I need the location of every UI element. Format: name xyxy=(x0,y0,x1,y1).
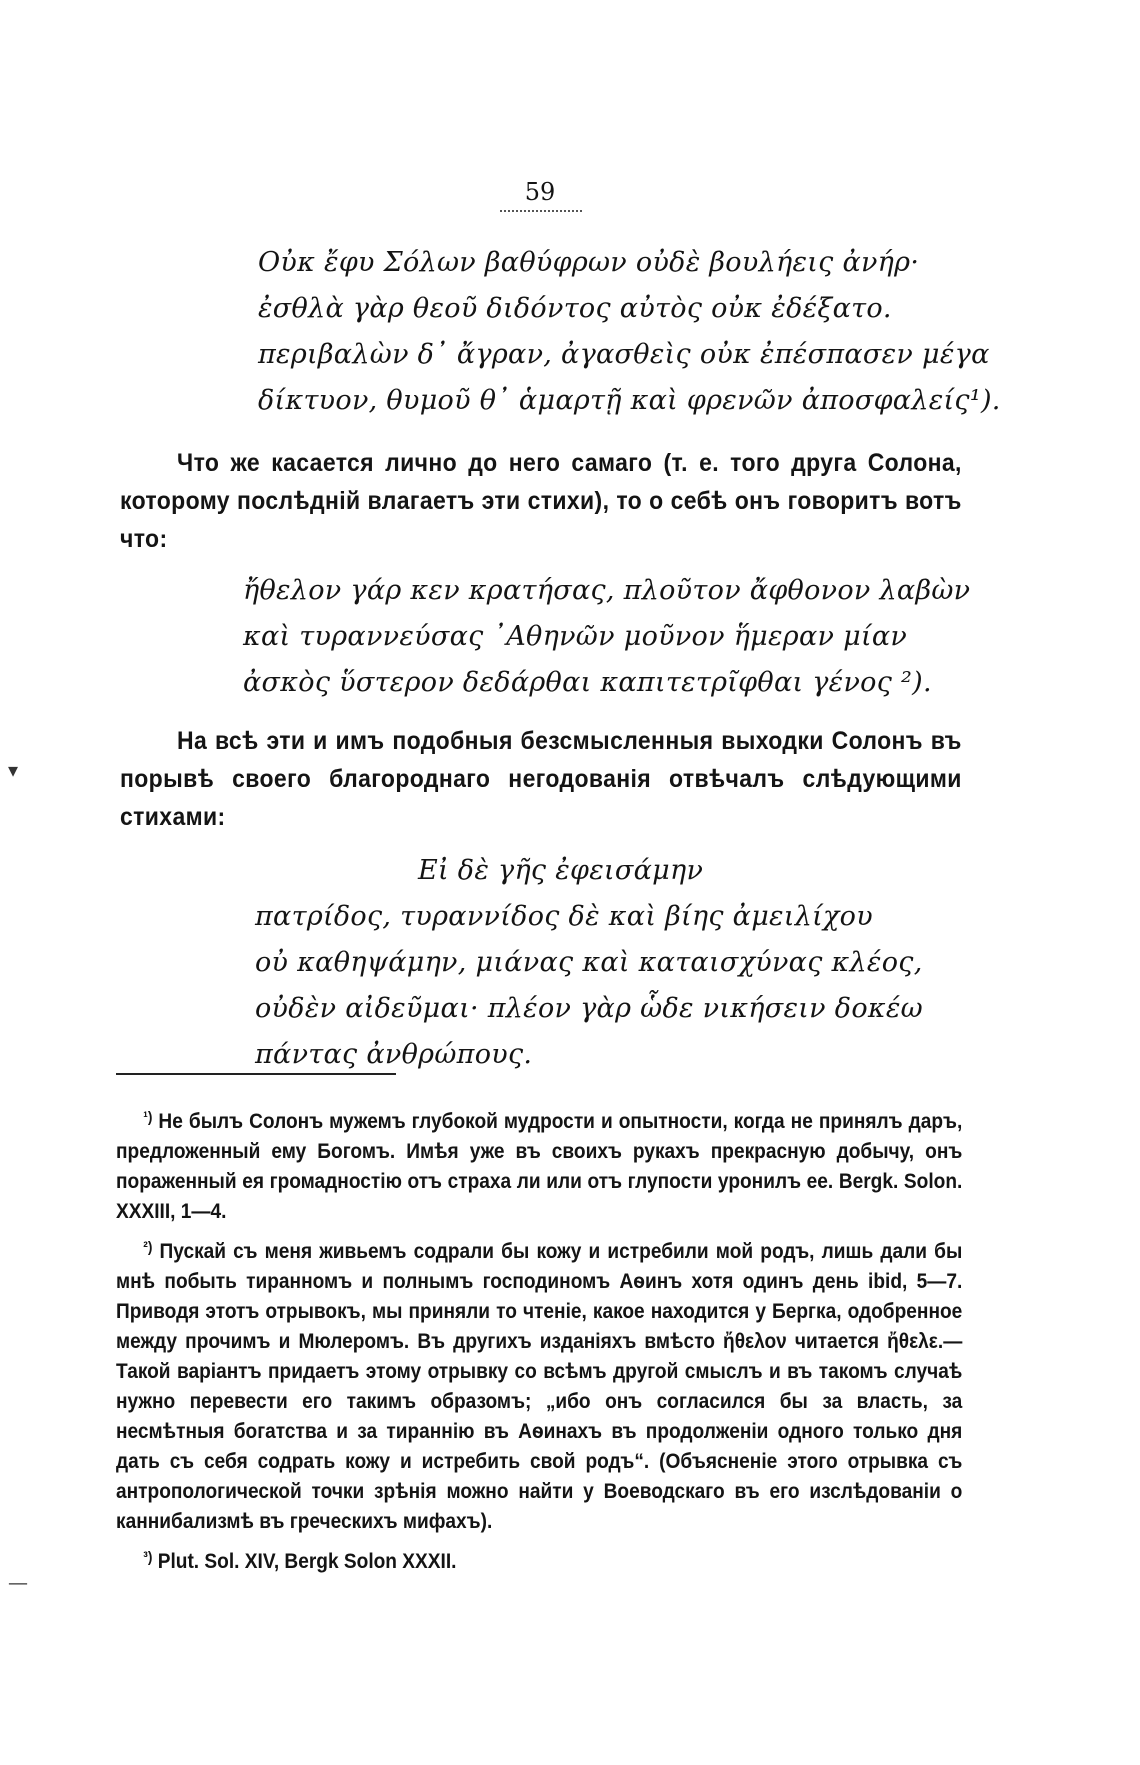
paragraph-1: Что же касается лично до него самаго (т. е. того друга Солона, которому послѣднiй влагаетъ эти стихи), то о себѣ онъ говоритъ вотъ что: xyxy=(120,449,962,553)
verse-line: καὶ τυραννεύσας ᾿Αθηνῶν μοῦνον ἥμεραν μίαν xyxy=(243,621,908,652)
footnote-marker: ²) xyxy=(143,1239,153,1256)
verse-line: δίκτυον, θυμοῦ θ᾽ ἁμαρτῇ καὶ φρενῶν ἀποσφαλείς¹). xyxy=(258,385,1001,416)
verse-line: περιβαλὼν δ᾽ ἄγραν, ἀγασθεὶς οὐκ ἐπέσπασεν μέγα xyxy=(258,339,990,370)
footnote-text: Plut. Sol. XIV, Bergk Solon XXXII. xyxy=(152,1550,457,1573)
footnote-3 xyxy=(116,1543,962,1577)
verse-line: πατρίδος, τυραννίδος δὲ καὶ βίης ἀμειλίχου xyxy=(255,901,873,932)
page-number-ornament xyxy=(500,210,582,216)
greek-verse-3 xyxy=(255,848,923,1078)
footnotes xyxy=(116,1103,962,1583)
greek-verse-2 xyxy=(243,568,970,706)
margin-speck: — xyxy=(8,1570,28,1594)
verse-line: ἐσθλὰ γὰρ θεοῦ διδόντος αὐτὸς οὐκ ἐδέξατο. xyxy=(258,293,892,324)
footnote-1 xyxy=(116,1103,962,1227)
verse-line: Οὐκ ἔφυ Σόλων βαθύφρων οὐδὲ βουλήεις ἀνήρ· xyxy=(258,247,920,278)
footnote-divider xyxy=(116,1073,396,1075)
verse-line: οὐ καθηψάμην, μιάνας καὶ καταισχύνας κλέος, xyxy=(255,947,923,978)
paragraph-2: На всѣ эти и имъ подобныя безсмысленныя выходки Солонъ въ порывѣ своего благороднаго негодованiя отвѣчалъ слѣдующими стихами: xyxy=(120,727,962,831)
footnote-marker: ³) xyxy=(143,1549,153,1566)
margin-speck: ▾ xyxy=(8,758,19,782)
footnote-marker: ¹) xyxy=(143,1109,153,1126)
verse-line: ἤθελον γάρ κεν κρατήσας, πλοῦτον ἄφθονον λαβὼν xyxy=(243,575,971,606)
verse-line: πάντας ἀνθρώπους. xyxy=(255,1039,533,1070)
verse-line: Εἰ δὲ γῆς ἐφεισάμην xyxy=(418,855,704,886)
verse-line: ἀσκὸς ὕστερον δεδάρθαι καπιτετρῖφθαι γένος ²). xyxy=(243,667,932,698)
footnote-2 xyxy=(116,1233,962,1537)
footnote-text: Пускай съ меня живьемъ содрали бы кожу и истребили мой родъ, лишь дали бы мнѣ побыть тиранномъ и полнымъ господиномъ Аѳинъ хотя одинъ день ibid, 5—7. Приводя этотъ отрывокъ, мы приняли то чтенiе, какое находится у Бергка, одобренное между прочимъ и Мюлеромъ. Въ другихъ изданiяхъ вмѣсто ἤθελον читается ἤθελε.—Такой варiантъ придаетъ этому отрывку со всѣмъ другой смыслъ и въ такомъ случаѣ нужно перевести его такимъ образомъ; „ибо онъ согласился бы за власть, за несмѣтныя богатства и за тираннiю въ Аѳинахъ въ продолженiи одного только дня дать съ себя содрать кожу и истребить свой родъ“. (Объясненiе этого отрывка съ антропологической точки зрѣнiя можно найти у Воеводскаго въ его изслѣдованiи о каннибализмѣ въ греческихъ мифахъ). xyxy=(116,1240,963,1533)
page-number: 59 xyxy=(524,178,556,206)
greek-verse-1 xyxy=(258,240,1001,424)
footnote-text: Не былъ Солонъ мужемъ глубокой мудрости и опытности, когда не принялъ даръ, предложенный ему Богомъ. Имѣя уже въ своихъ рукахъ прекрасную добычу, онъ пораженный ея громадностiю отъ страха ли или отъ глупости уронилъ ее. Bergk. Solon. XXXIII, 1—4. xyxy=(116,1110,963,1223)
verse-line: οὐδὲν αἰδεῦμαι· πλέον γὰρ ὧδε νικήσειν δοκέω xyxy=(255,993,923,1024)
